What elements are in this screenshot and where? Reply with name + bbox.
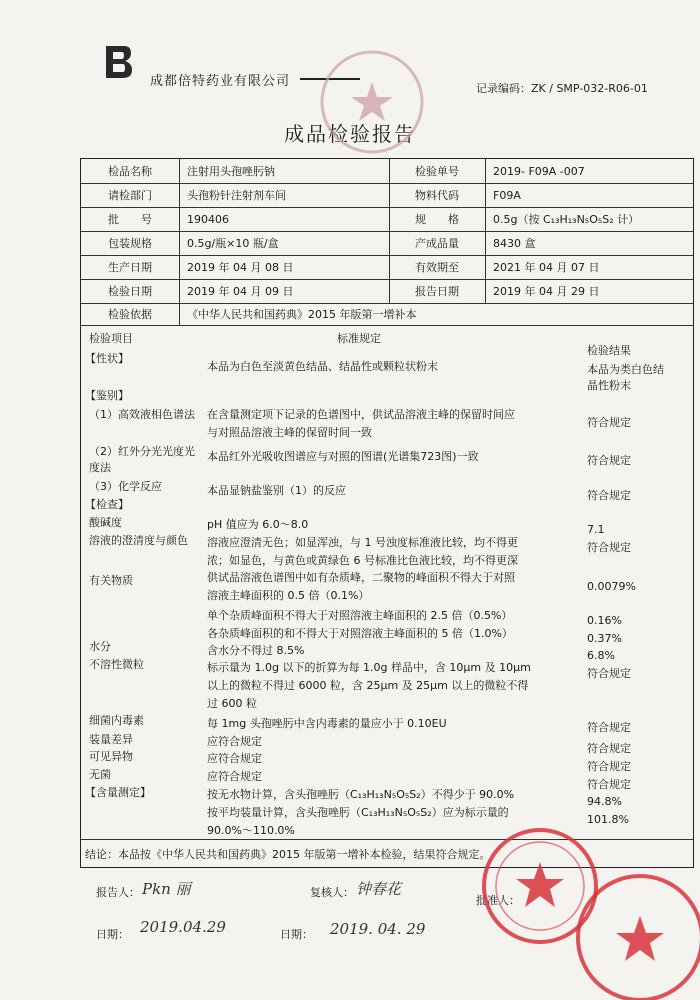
related-std-3: 单个杂质峰面积不得大于对照溶液主峰面积的 2.5 倍（0.5%） <box>207 609 513 622</box>
section-assay: 【含量测定】 <box>85 786 151 799</box>
particle-std-1: 标示量为 1.0g 以下的折算为每 1.0g 样品中，含 10μm 及 10μm <box>207 661 531 674</box>
visible-std: 应符合规定 <box>207 752 262 765</box>
sterility-result: 符合规定 <box>587 778 631 791</box>
related-item: 有关物质 <box>89 574 133 587</box>
char-standard: 本品为白色至淡黄色结晶、结晶性或颗粒状粉末 <box>207 360 438 373</box>
clarity-item: 溶液的澄清度与颜色 <box>89 534 188 547</box>
page-title: 成品检验报告 <box>284 122 416 146</box>
particle-std-2: 以上的微粒不得过 6000 粒，含 25μm 及 25μm 以上的微粒不得 <box>207 679 529 692</box>
info-label: 请检部门 <box>108 189 152 202</box>
related-std-2: 溶液主峰面积的 0.5 倍（0.1%） <box>207 589 370 602</box>
info-value: 注射用头孢唑肟钠 <box>187 165 275 178</box>
particle-result: 符合规定 <box>587 667 631 680</box>
reviewer-label: 复核人： <box>310 886 354 899</box>
company-seal-top <box>318 48 426 156</box>
ident2-item-1: （2）红外分光光度光 <box>89 445 195 458</box>
visible-item: 可见异物 <box>89 750 133 763</box>
assay-std-2: 按平均装量计算，含头孢唑肟（C₁₃H₁₃N₅O₅S₂）应为标示量的 <box>207 806 509 819</box>
ident2-std: 本品红外光吸收图谱应与对照的图谱(光谱集723图)一致 <box>207 450 479 463</box>
basis-value: 《中华人民共和国药典》2015 年版第一增补本 <box>187 308 417 321</box>
info-value: 2019 年 04 月 08 日 <box>187 261 294 274</box>
date2-signature: 2019. 04. 29 <box>330 920 426 938</box>
related-std-4: 各杂质峰面积的和不得大于对照溶液主峰面积的 5 倍（1.0%） <box>207 627 513 640</box>
assay-std-3: 90.0%～110.0% <box>207 824 295 837</box>
conclusion-divider <box>81 839 693 840</box>
reviewer-signature: 钟春花 <box>356 880 402 898</box>
section-character: 【性状】 <box>85 352 129 365</box>
assay-result-1: 94.8% <box>587 795 622 808</box>
info-value: F09A <box>493 188 521 202</box>
ident1-result: 符合规定 <box>587 416 631 429</box>
col-result: 检验结果 <box>587 344 631 357</box>
record-number: 记录编码：ZK / SMP-032-R06-01 <box>476 82 648 95</box>
info-row <box>81 207 693 232</box>
info-label: 检验单号 <box>415 165 459 178</box>
fill-std: 应符合规定 <box>207 735 262 748</box>
related-result-3: 0.37% <box>587 632 622 645</box>
ph-std: pH 值应为 6.0～8.0 <box>207 518 309 531</box>
sterility-std: 应符合规定 <box>207 770 262 783</box>
sterility-item: 无菌 <box>89 768 111 781</box>
assay-std-1: 按无水物计算，含头孢唑肟（C₁₃H₁₃N₅O₅S₂）不得少于 90.0% <box>207 788 515 801</box>
related-std-1: 供试品溶液色谱图中如有杂质峰，二聚物的峰面积不得大于对照 <box>207 571 515 584</box>
pharmacy-seal <box>570 866 700 1000</box>
ident1-std-1: 在含量测定项下记录的色谱图中，供试品溶液主峰的保留时间应 <box>207 408 515 421</box>
info-label: 检验日期 <box>108 285 152 298</box>
info-row <box>81 159 693 184</box>
info-value: 2019- F09A -007 <box>493 164 585 178</box>
info-label: 有效期至 <box>415 261 459 274</box>
date1-signature: 2019.04.29 <box>140 918 226 936</box>
info-label: 物料代码 <box>415 189 459 202</box>
basis-label: 检验依据 <box>108 308 152 321</box>
info-row <box>81 279 693 304</box>
info-label: 生产日期 <box>108 261 152 274</box>
company-name: 成都倍特药业有限公司 <box>150 74 291 89</box>
water-std: 含水分不得过 8.5% <box>207 644 305 657</box>
conclusion: 结论：本品按《中华人民共和国药典》2015 年版第一增补本检验，结果符合规定。 <box>85 848 491 861</box>
ident1-std-2: 与对照品溶液主峰的保留时间一致 <box>207 426 372 439</box>
info-value: 190406 <box>187 212 229 226</box>
clarity-result: 符合规定 <box>587 541 631 554</box>
water-result: 6.8% <box>587 649 615 662</box>
particle-item: 不溶性微粒 <box>89 658 144 671</box>
info-row <box>81 231 693 256</box>
info-row <box>81 183 693 208</box>
info-label: 规 格 <box>415 213 459 226</box>
water-item: 水分 <box>89 640 111 653</box>
clarity-std-1: 溶液应澄清无色；如显浑浊，与 1 号浊度标准液比较，均不得更 <box>207 536 518 549</box>
char-result-1: 本品为类白色结 <box>587 363 664 376</box>
related-result-1: 0.0079% <box>587 580 636 593</box>
report-table <box>80 158 694 868</box>
ident3-item: （3）化学反应 <box>89 480 162 493</box>
basis-row <box>81 303 693 326</box>
info-value: 2019 年 04 月 09 日 <box>187 285 294 298</box>
section-identification: 【鉴别】 <box>85 389 129 402</box>
section-check: 【检查】 <box>85 498 129 511</box>
related-result-2: 0.16% <box>587 614 622 627</box>
particle-std-3: 过 600 粒 <box>207 697 257 710</box>
info-value: 头孢粉针注射剂车间 <box>187 189 286 202</box>
company-logo <box>100 42 134 80</box>
reporter-label: 报告人： <box>96 886 140 899</box>
info-label: 报告日期 <box>415 285 459 298</box>
endotoxin-result: 符合规定 <box>587 721 631 734</box>
assay-result-2: 101.8% <box>587 813 629 826</box>
date2-label: 日期： <box>280 928 313 941</box>
ph-item: 酸碱度 <box>89 516 122 529</box>
endotoxin-item: 细菌内毒素 <box>89 714 144 727</box>
ident2-result: 符合规定 <box>587 454 631 467</box>
clarity-std-2: 浓；如显色，与黄色或黄绿色 6 号标准比色液比较，均不得更深 <box>207 554 518 567</box>
info-label: 包装规格 <box>108 237 152 250</box>
fill-result: 符合规定 <box>587 742 631 755</box>
approver-label: 批准人： <box>476 894 520 907</box>
fill-item: 装量差异 <box>89 733 133 746</box>
info-value: 8430 盒 <box>493 237 536 250</box>
info-value: 2021 年 04 月 07 日 <box>493 261 600 274</box>
char-result-2: 晶性粉末 <box>587 379 631 392</box>
ident3-std: 本品显钠盐鉴别（1）的反应 <box>207 484 346 497</box>
visible-result: 符合规定 <box>587 760 631 773</box>
ph-result: 7.1 <box>587 523 605 536</box>
col-item: 检验项目 <box>89 332 133 345</box>
endotoxin-std: 每 1mg 头孢唑肟中含内毒素的量应小于 0.10EU <box>207 717 447 730</box>
info-value: 0.5g（按 C₁₃H₁₃N₅O₅S₂ 计） <box>493 213 640 226</box>
reporter-signature: Pkn 丽 <box>142 880 191 898</box>
info-label: 检品名称 <box>108 165 152 178</box>
ident1-item: （1）高效液相色谱法 <box>89 408 195 421</box>
ident3-result: 符合规定 <box>587 489 631 502</box>
info-value: 0.5g/瓶×10 瓶/盒 <box>187 237 279 250</box>
date1-label: 日期： <box>96 928 129 941</box>
info-value: 2019 年 04 月 29 日 <box>493 285 600 298</box>
col-standard: 标准规定 <box>337 332 381 345</box>
info-row <box>81 255 693 280</box>
info-label: 产成品量 <box>415 237 459 250</box>
info-label: 批 号 <box>108 213 152 226</box>
ident2-item-2: 度法 <box>89 461 111 474</box>
